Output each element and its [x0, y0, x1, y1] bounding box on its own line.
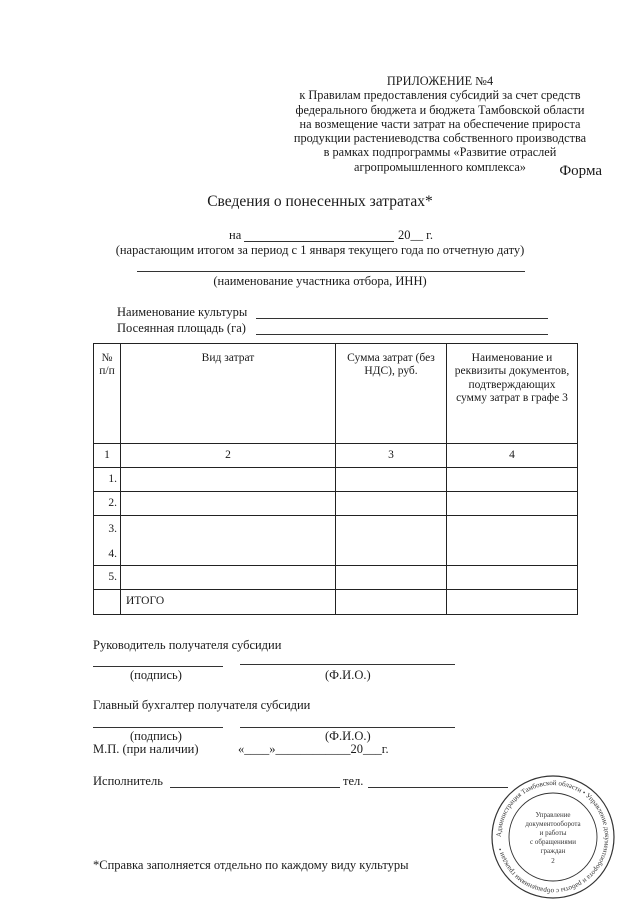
participant-blank[interactable] [137, 271, 525, 272]
appendix-line: в рамках подпрограммы «Развитие отраслей [323, 145, 557, 160]
total-row [94, 590, 578, 615]
executor-label: Исполнитель [93, 774, 163, 788]
date-year: 20__ г. [398, 228, 433, 242]
amount-cell[interactable] [336, 492, 447, 516]
stamp-ring-text: Администрация Тамбовской области • Управление документооборота и работы с обращениями граждан • [494, 778, 612, 896]
date-blank[interactable] [244, 241, 394, 242]
amount-cell[interactable] [336, 566, 447, 590]
total-amount-cell[interactable] [336, 590, 447, 615]
documents-cell[interactable] [447, 492, 578, 516]
row-number: 5. [94, 566, 121, 590]
amount-cell[interactable] [336, 468, 447, 492]
expense-type-cell[interactable] [121, 566, 336, 590]
executor-line[interactable] [170, 787, 340, 788]
table-header-row [94, 344, 578, 444]
col-number: 3 [336, 444, 447, 468]
form-label: Форма [559, 163, 602, 179]
col-number: 1 [94, 444, 121, 468]
table-row [94, 468, 578, 492]
mp-label: М.П. (при наличии) [93, 742, 199, 756]
row-number: 2. [94, 492, 121, 516]
row-number: 3. [108, 523, 117, 535]
sign-caption: (подпись) [130, 668, 182, 682]
appendix-line: к Правилам предоставления субсидий за счет средств [299, 88, 581, 103]
stamp-line: и работы [539, 829, 567, 837]
period-note: (нарастающим итогом за период с 1 января текущего года по отчетную дату) [115, 243, 525, 257]
table-row [94, 492, 578, 516]
expenses-table [93, 343, 578, 615]
area-label: Посеянная площадь (га) [117, 321, 246, 335]
header-documents: Наименование и реквизиты документов, подтверждающих сумму затрат в графе 3 [447, 344, 578, 444]
stamp-seal [489, 773, 617, 901]
name-caption: (Ф.И.О.) [325, 729, 371, 743]
appendix-line: на возмещение части затрат на обеспечение прироста [299, 116, 581, 131]
name-caption: (Ф.И.О.) [325, 668, 371, 682]
row-number-pair [94, 516, 121, 566]
amount-cell[interactable] [336, 516, 447, 566]
col-number: 2 [121, 444, 336, 468]
appendix-title: ПРИЛОЖЕНИЕ №4 [386, 74, 494, 88]
appendix-line: федерального бюджета и бюджета Тамбовской области [295, 102, 585, 117]
documents-cell[interactable] [447, 516, 578, 566]
participant-note: (наименование участника отбора, ИНН) [213, 274, 427, 288]
stamp-line: документооборота [525, 820, 581, 828]
row-number: 1. [94, 468, 121, 492]
area-input[interactable] [256, 334, 548, 335]
total-number-cell [94, 590, 121, 615]
head-label: Руководитель получателя субсидии [93, 638, 282, 652]
documents-cell[interactable] [447, 468, 578, 492]
appendix-line: агропромышленного комплекса» [354, 159, 526, 174]
phone-line[interactable] [368, 787, 508, 788]
header-amount: Сумма затрат (без НДС), руб. [336, 344, 447, 444]
date-prefix: на [229, 228, 242, 242]
accountant-label: Главный бухгалтер получателя субсидии [93, 698, 311, 712]
culture-input[interactable] [256, 318, 548, 319]
phone-label: тел. [343, 774, 364, 788]
accountant-signature-line[interactable] [93, 727, 223, 728]
mp-date: «____»____________20___г. [238, 742, 389, 756]
stamp-line: с обращениями [530, 838, 576, 846]
stamp-line: 2 [551, 857, 555, 865]
expense-type-cell[interactable] [121, 492, 336, 516]
total-label: ИТОГО [121, 590, 336, 615]
expense-type-cell[interactable] [121, 468, 336, 492]
head-name-line[interactable] [240, 664, 455, 665]
sign-caption: (подпись) [130, 729, 182, 743]
footnote: *Справка заполняется отдельно по каждому виду культуры [93, 858, 409, 872]
accountant-name-line[interactable] [240, 727, 455, 728]
stamp-line: граждан [540, 847, 566, 855]
expense-type-cell[interactable] [121, 516, 336, 566]
header-expense-type: Вид затрат [121, 344, 336, 444]
head-signature-line[interactable] [93, 666, 223, 667]
table-row [94, 516, 578, 566]
culture-label: Наименование культуры [117, 305, 248, 319]
column-number-row [94, 444, 578, 468]
header-number: № п/п [94, 344, 121, 444]
col-number: 4 [447, 444, 578, 468]
total-documents-cell[interactable] [447, 590, 578, 615]
documents-cell[interactable] [447, 566, 578, 590]
row-number: 4. [108, 548, 117, 560]
document-title: Сведения о понесенных затратах* [207, 193, 433, 210]
appendix-block [270, 74, 610, 174]
stamp-line: Управление [535, 811, 571, 819]
appendix-line: продукции растениеводства собственного производства [293, 131, 587, 146]
table-row [94, 566, 578, 590]
